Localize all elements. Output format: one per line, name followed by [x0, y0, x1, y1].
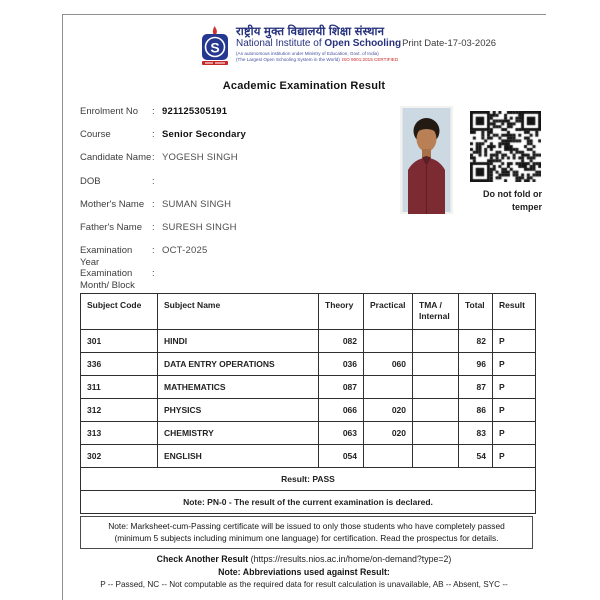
info-value: OCT-2025 — [162, 245, 208, 257]
info-row — [80, 245, 385, 268]
info-value: SUMAN SINGH — [162, 198, 232, 210]
table-cell: 020 — [364, 399, 413, 422]
nios-logo-icon — [199, 26, 231, 68]
info-colon: : — [152, 221, 155, 233]
column-header: Practical — [364, 294, 413, 330]
letterhead — [199, 26, 496, 68]
info-row — [80, 176, 385, 199]
org-name-en-bold: Open Schooling — [324, 38, 402, 50]
table-cell: 066 — [319, 399, 364, 422]
table-cell: 060 — [364, 353, 413, 376]
page-border-left — [62, 14, 63, 600]
marks-table-header-row — [81, 294, 536, 330]
table-cell: 302 — [81, 445, 158, 468]
table-cell — [413, 330, 459, 353]
info-row — [80, 222, 385, 245]
table-cell: P — [493, 399, 536, 422]
column-header: Result — [493, 294, 536, 330]
info-colon: : — [152, 175, 155, 187]
overall-result: Result: PASS — [81, 468, 536, 491]
table-cell — [364, 330, 413, 353]
table-cell: ENGLISH — [158, 445, 319, 468]
table-cell: 82 — [459, 330, 493, 353]
table-cell: 336 — [81, 353, 158, 376]
table-cell: 313 — [81, 422, 158, 445]
info-value: 921125305191 — [162, 106, 228, 117]
abbreviations-title: Note: Abbreviations used against Result: — [218, 567, 390, 577]
table-cell — [413, 399, 459, 422]
info-colon: : — [152, 198, 155, 210]
table-row — [81, 399, 536, 422]
info-label: Mother's Name — [80, 198, 145, 210]
table-cell: 082 — [319, 330, 364, 353]
table-row — [81, 353, 536, 376]
pn-note: Note: PN-0 - The result of the current examination is declared. — [81, 491, 536, 514]
org-tagline-2: (The Largest Open Schooling System in the World) ISO 9001:2015 CERTIFIED — [236, 57, 399, 63]
table-cell — [413, 445, 459, 468]
table-cell: 063 — [319, 422, 364, 445]
table-cell: 054 — [319, 445, 364, 468]
table-cell: P — [493, 353, 536, 376]
info-label: Enrolment No — [80, 106, 139, 117]
svg-text:S: S — [210, 39, 220, 56]
table-cell: DATA ENTRY OPERATIONS — [158, 353, 319, 376]
table-row — [81, 445, 536, 468]
info-row — [80, 199, 385, 222]
qr-code — [470, 111, 541, 182]
info-label: Candidate Name — [80, 152, 152, 164]
info-colon: : — [152, 152, 155, 164]
table-cell: 020 — [364, 422, 413, 445]
result-summary-row — [81, 468, 536, 491]
table-row — [81, 422, 536, 445]
table-cell: 311 — [81, 376, 158, 399]
certificate-note-box: Note: Marksheet-cum-Passing certificate will be issued to only those students who have completely passed (minimum 5 subjects including minimum one language) for certification. Read the prospectus for details. — [80, 516, 533, 549]
table-cell: MATHEMATICS — [158, 376, 319, 399]
table-cell: 86 — [459, 399, 493, 422]
table-row — [81, 330, 536, 353]
table-cell — [413, 422, 459, 445]
column-header: Total — [459, 294, 493, 330]
org-name-hindi: राष्ट्रीय मुक्त विद्यालयी शिक्षा संस्थान — [236, 26, 385, 38]
table-row — [81, 376, 536, 399]
page-title: Academic Examination Result — [222, 80, 386, 92]
info-row — [80, 129, 385, 152]
column-header: Theory — [319, 294, 364, 330]
table-cell: HINDI — [158, 330, 319, 353]
info-label: Father's Name — [80, 221, 143, 233]
table-cell: 96 — [459, 353, 493, 376]
table-cell: 54 — [459, 445, 493, 468]
pn-note-row — [81, 491, 536, 514]
info-colon: : — [152, 106, 155, 117]
column-header: TMA / Internal — [413, 294, 459, 330]
do-not-fold-warning: Do not fold or temper — [483, 189, 542, 212]
table-cell: P — [493, 422, 536, 445]
info-value: YOGESH SINGH — [162, 152, 238, 164]
abbreviations-text: P -- Passed, NC -- Not computable as the required data for result calculation is unavailable, AB -- Absent, SYC -- — [100, 580, 508, 589]
org-tagline-1: (An autonomous institution under Ministry of Education, Govt. of India) — [236, 50, 379, 56]
info-label: Examination Month/ Block — [80, 268, 135, 291]
footer — [62, 554, 546, 589]
marks-table — [80, 293, 536, 514]
table-cell: 83 — [459, 422, 493, 445]
table-cell — [413, 353, 459, 376]
table-cell: 87 — [459, 376, 493, 399]
info-label: Course — [80, 129, 111, 141]
info-row — [80, 106, 385, 129]
table-cell: 036 — [319, 353, 364, 376]
info-value: Senior Secondary — [162, 129, 246, 141]
page-border-top — [62, 14, 546, 15]
table-cell: 312 — [81, 399, 158, 422]
org-name-en-light: National Institute of — [236, 38, 325, 50]
table-cell — [364, 376, 413, 399]
table-cell: PHYSICS — [158, 399, 319, 422]
candidate-info-block — [80, 106, 385, 292]
table-cell: P — [493, 330, 536, 353]
org-name-english — [236, 39, 496, 50]
info-colon: : — [152, 245, 155, 257]
info-colon: : — [152, 129, 155, 141]
table-cell: P — [493, 445, 536, 468]
print-date: Print Date-17-03-2026 — [402, 38, 497, 50]
table-cell — [413, 376, 459, 399]
column-header: Subject Name — [158, 294, 319, 330]
check-another-result-link[interactable]: Check Another Result (https://results.nios.ac.in/home/on-demand?type=2) — [156, 554, 452, 564]
info-label: Examination Year — [80, 245, 133, 268]
info-value: SURESH SINGH — [162, 221, 237, 233]
table-cell — [364, 445, 413, 468]
info-row — [80, 268, 385, 291]
table-cell: P — [493, 376, 536, 399]
table-cell: 087 — [319, 376, 364, 399]
info-row — [80, 152, 385, 175]
info-label: DOB — [80, 175, 101, 187]
check-another-result-url: (https://results.nios.ac.in/home/on-demand?type=2) — [250, 554, 452, 564]
table-cell: CHEMISTRY — [158, 422, 319, 445]
table-cell: 301 — [81, 330, 158, 353]
iso-certification-text: ISO 9001:2015 CERTIFIED — [341, 57, 399, 63]
info-colon: : — [152, 268, 155, 280]
column-header: Subject Code — [81, 294, 158, 330]
